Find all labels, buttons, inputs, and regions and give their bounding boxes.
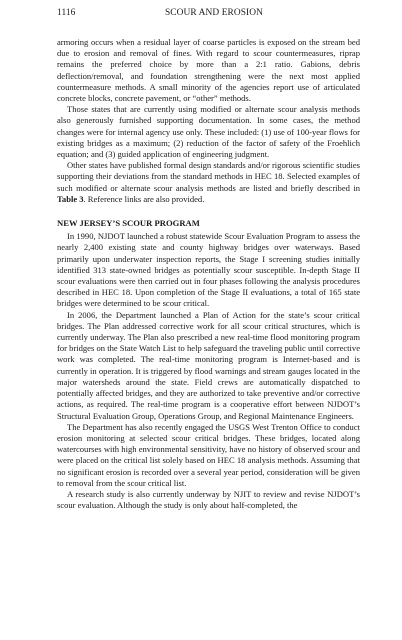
section-heading: NEW JERSEY’S SCOUR PROGRAM: [57, 218, 200, 229]
paragraph: [57, 160, 360, 205]
running-head: [57, 7, 357, 19]
body-text: [57, 37, 360, 511]
paragraph: armoring occurs when a residual layer of coarse particles is exposed on the stream bed due to erosion and removal of fines. With regard to scour countermeasures, riprap remains the preferred choice by more than a 2:1 ratio. Gabions, debris deflection/removal, and foundation strengthening were the next most applied countermeasure methods. A small minority of the agencies report use of articulated concrete blocks, concrete pavement, or “other” methods.: [57, 37, 360, 104]
paragraph: The Department has also recently engaged the USGS West Trenton Office to conduct erosion monitoring at selected scour critical bridges. These bridges, located along watercourses with high environmental sensitivity, have no history of observed scour and were placed on the critical list solely based on HEC 18 analysis methods. Assuming that no significant erosion is recorded over a several year period, consideration will be given to removal from the scour critical list.: [57, 421, 360, 488]
table-reference: Table 3: [57, 193, 84, 204]
paragraph: Those states that are currently using modified or alternate scour analysis methods also generously furnished supporting documentation. In some cases, the method changes were for internal agency use only. These included: (1) use of 100-year flows for existing bridges as a maximum; (2) reduction of the factor of safety of the Froehlich equation; and (3) guided application of engineering judgment.: [57, 104, 360, 160]
paragraph: In 1990, NJDOT launched a robust statewide Scour Evaluation Program to assess the nearly 2,400 existing state and county highway bridges over waterways. Based primarily upon underwater inspection reports, the Stage I screening studies initially identified 313 state-owned bridges as potentially scour susceptible. In-depth Stage II scour evaluations were then carried out in four phases following the analysis procedures described in HEC 18. Upon completion of the Stage II evaluations, a total of 165 state bridges were determined to be scour critical.: [57, 231, 360, 309]
paragraph-tail: . Reference links are also provided.: [83, 193, 205, 204]
running-title: SCOUR AND EROSION: [164, 8, 264, 18]
paragraph: In 2006, the Department launched a Plan of Action for the state’s scour critical bridges. The Plan addressed corrective work for all scour critical structures, which is currently underway. The Plan also prescribed a new real-time flood monitoring program for bridges on the State Watch List to help safeguard the traveling public until corrective work was completed. The real-time monitoring program is Internet-based and is currently in operation. It is triggered by flood warnings and stream gauges located in the major watersheds around the state. Field crews are automatically dispatched to potentially affected bridges, and they are authorized to take preventive and/or corrective actions, as required. The real-time program is a cooperative effort between NJDOT’s Structural Evaluation Group, Operations Group, and Regional Maintenance Engineers.: [57, 309, 360, 421]
page-number: 1116: [57, 8, 76, 18]
paragraph: A research study is also currently underway by NJIT to review and revise NJDOT’s scour evaluation. Although the study is only about half-completed, the: [57, 488, 360, 511]
paragraph-text: Other states have published formal design standards and/or rigorous scientific studies supporting their deviations from the standard methods in HEC 18. Selected examples of such modified or alternate scour analysis methods are listed and briefly described in: [57, 160, 360, 193]
